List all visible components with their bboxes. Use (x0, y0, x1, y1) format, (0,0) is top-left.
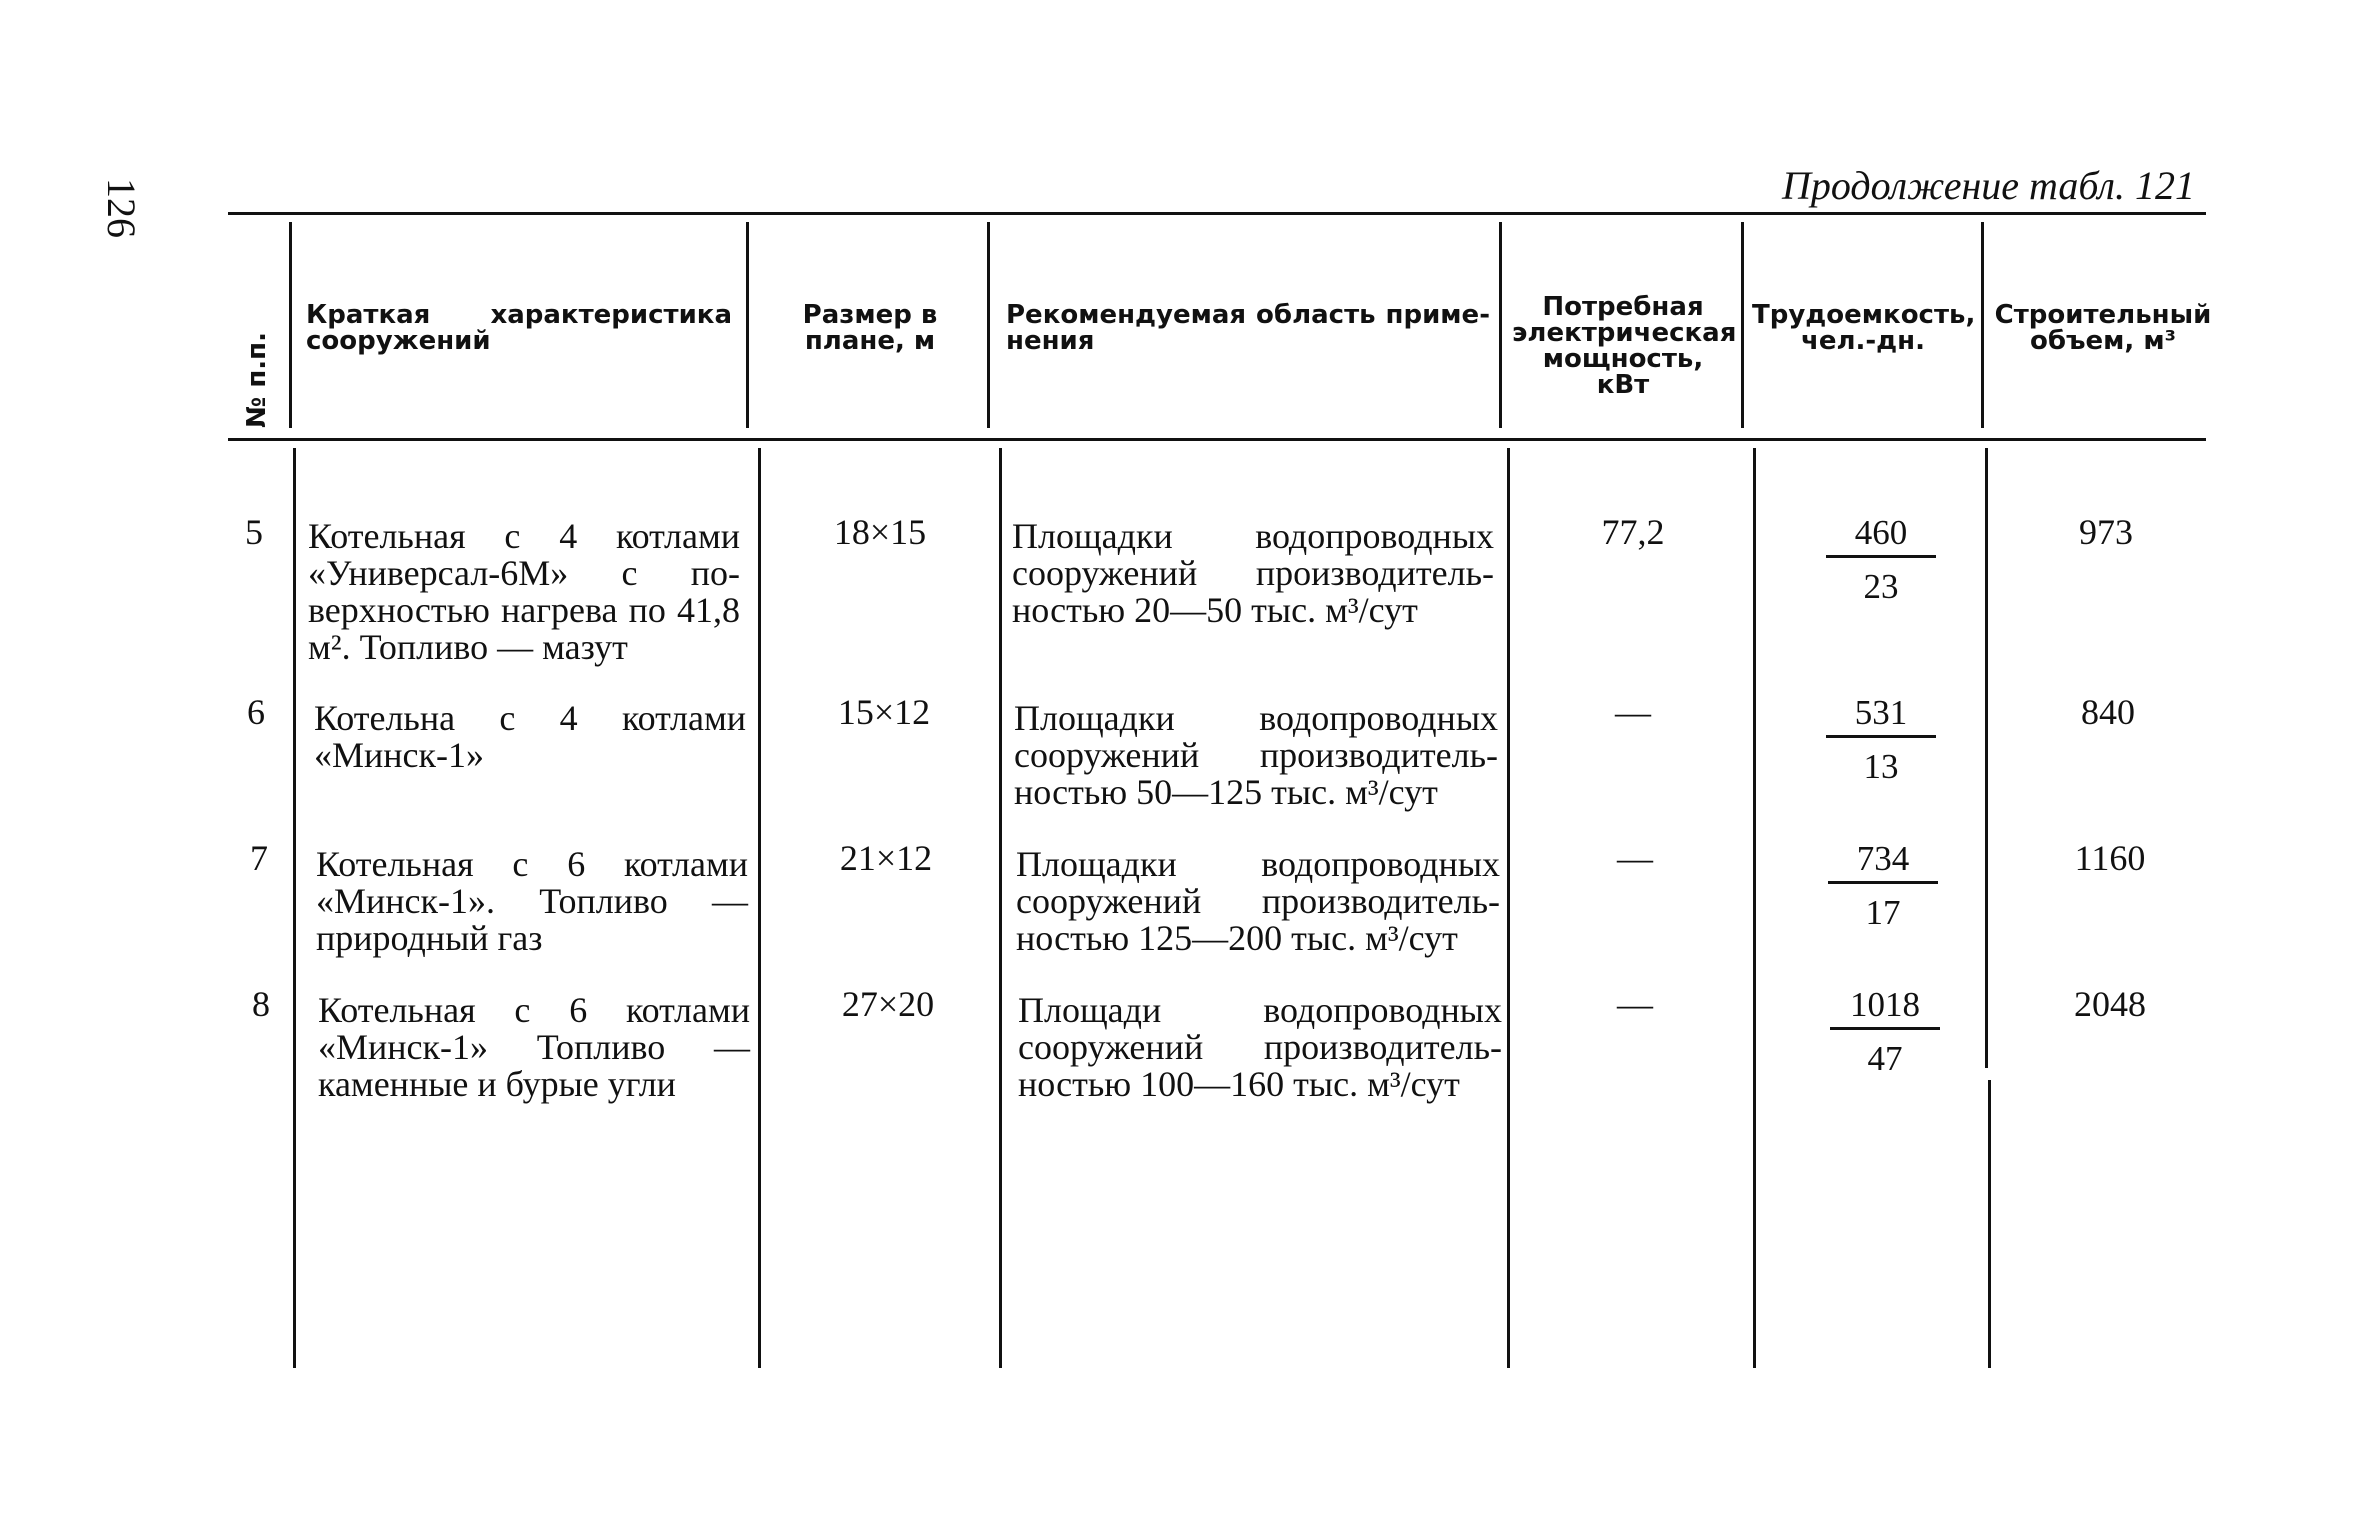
row-volume: 2048 (2074, 984, 2146, 1024)
row-application: Площади водопроводных сооружений производительностью 100—160 тыс. м³/сут (1018, 990, 1502, 1104)
row-application: Площадки водопроводных сооружений производительностью 50—125 тыс. м³/сут (1014, 698, 1498, 812)
row-power: — (1615, 692, 1651, 732)
row-volume: 973 (2079, 512, 2133, 552)
labor-denominator: 13 (1863, 747, 1899, 786)
row-size: 27×20 (841, 984, 935, 1024)
header-number: № п.п. (242, 331, 272, 428)
header-col-divider (1981, 222, 1984, 428)
labor-denominator: 23 (1863, 567, 1899, 606)
body-col-divider (293, 448, 296, 1368)
header-description: Краткая характеристика сооружений (306, 300, 732, 356)
row-size: 18×15 (833, 512, 927, 552)
body-col-divider (758, 448, 761, 1368)
row-number: 7 (250, 838, 268, 878)
labor-numerator: 734 (1828, 840, 1938, 884)
row-power: 77,2 (1601, 512, 1665, 552)
table-caption: Продолжение табл. 121 (1781, 163, 2195, 208)
body-col-divider (999, 448, 1002, 1368)
labor-denominator: 47 (1867, 1039, 1903, 1078)
row-application: Площадки водопроводных сооружений производительностью 125—200 тыс. м³/сут (1016, 844, 1500, 958)
header-volume: Строительный объем, м³ (1994, 300, 2212, 356)
table-top-rule (228, 212, 2206, 215)
header-col-divider (289, 222, 292, 428)
row-description: Котельная с 6 котлами «Минск-1» Топливо — каменные и бурые угли (318, 990, 750, 1104)
row-volume: 1160 (2074, 838, 2146, 878)
row-power: — (1617, 838, 1653, 878)
header-power: Потребная электрическая мощность, кВт (1512, 292, 1737, 400)
labor-numerator: 1018 (1830, 986, 1940, 1030)
row-labor (1826, 514, 1936, 605)
header-bottom-rule (228, 438, 2206, 441)
row-size: 15×12 (837, 692, 931, 732)
body-col-divider (1985, 448, 1988, 1068)
row-volume: 840 (2081, 692, 2135, 732)
row-number: 5 (245, 512, 263, 552)
header-col-divider (1499, 222, 1502, 428)
row-size: 21×12 (839, 838, 933, 878)
header-size: Размер в плане, м (802, 300, 938, 356)
row-labor (1828, 840, 1938, 931)
row-number: 6 (247, 692, 265, 732)
row-power: — (1617, 984, 1653, 1024)
header-col-divider (746, 222, 749, 428)
labor-numerator: 531 (1826, 694, 1936, 738)
row-application: Площадки водопроводных сооружений производительностью 20—50 тыс. м³/сут (1012, 516, 1494, 630)
header-col-divider (987, 222, 990, 428)
row-description: Котельная с 6 котлами «Минск-1». Топливо — природный газ (316, 844, 748, 958)
body-col-divider (1507, 448, 1510, 1368)
row-description: Котельна с 4 котлами «Минск-1» (314, 698, 746, 775)
body-col-divider (1753, 448, 1756, 1368)
row-labor (1826, 694, 1936, 785)
row-number: 8 (252, 984, 270, 1024)
body-col-divider (1988, 1080, 1991, 1368)
labor-denominator: 17 (1865, 893, 1901, 932)
header-labor: Трудоемкость, чел.-дн. (1752, 300, 1976, 356)
row-description: Котельная с 4 котлами «Универсал-6М» с поверхностью нагрева по 41,8 м². Топливо — мазут (308, 516, 740, 667)
page-number: 126 (99, 178, 144, 238)
row-labor (1830, 986, 1940, 1077)
header-application: Рекомендуемая область применения (1006, 300, 1490, 356)
header-col-divider (1741, 222, 1744, 428)
labor-numerator: 460 (1826, 514, 1936, 558)
